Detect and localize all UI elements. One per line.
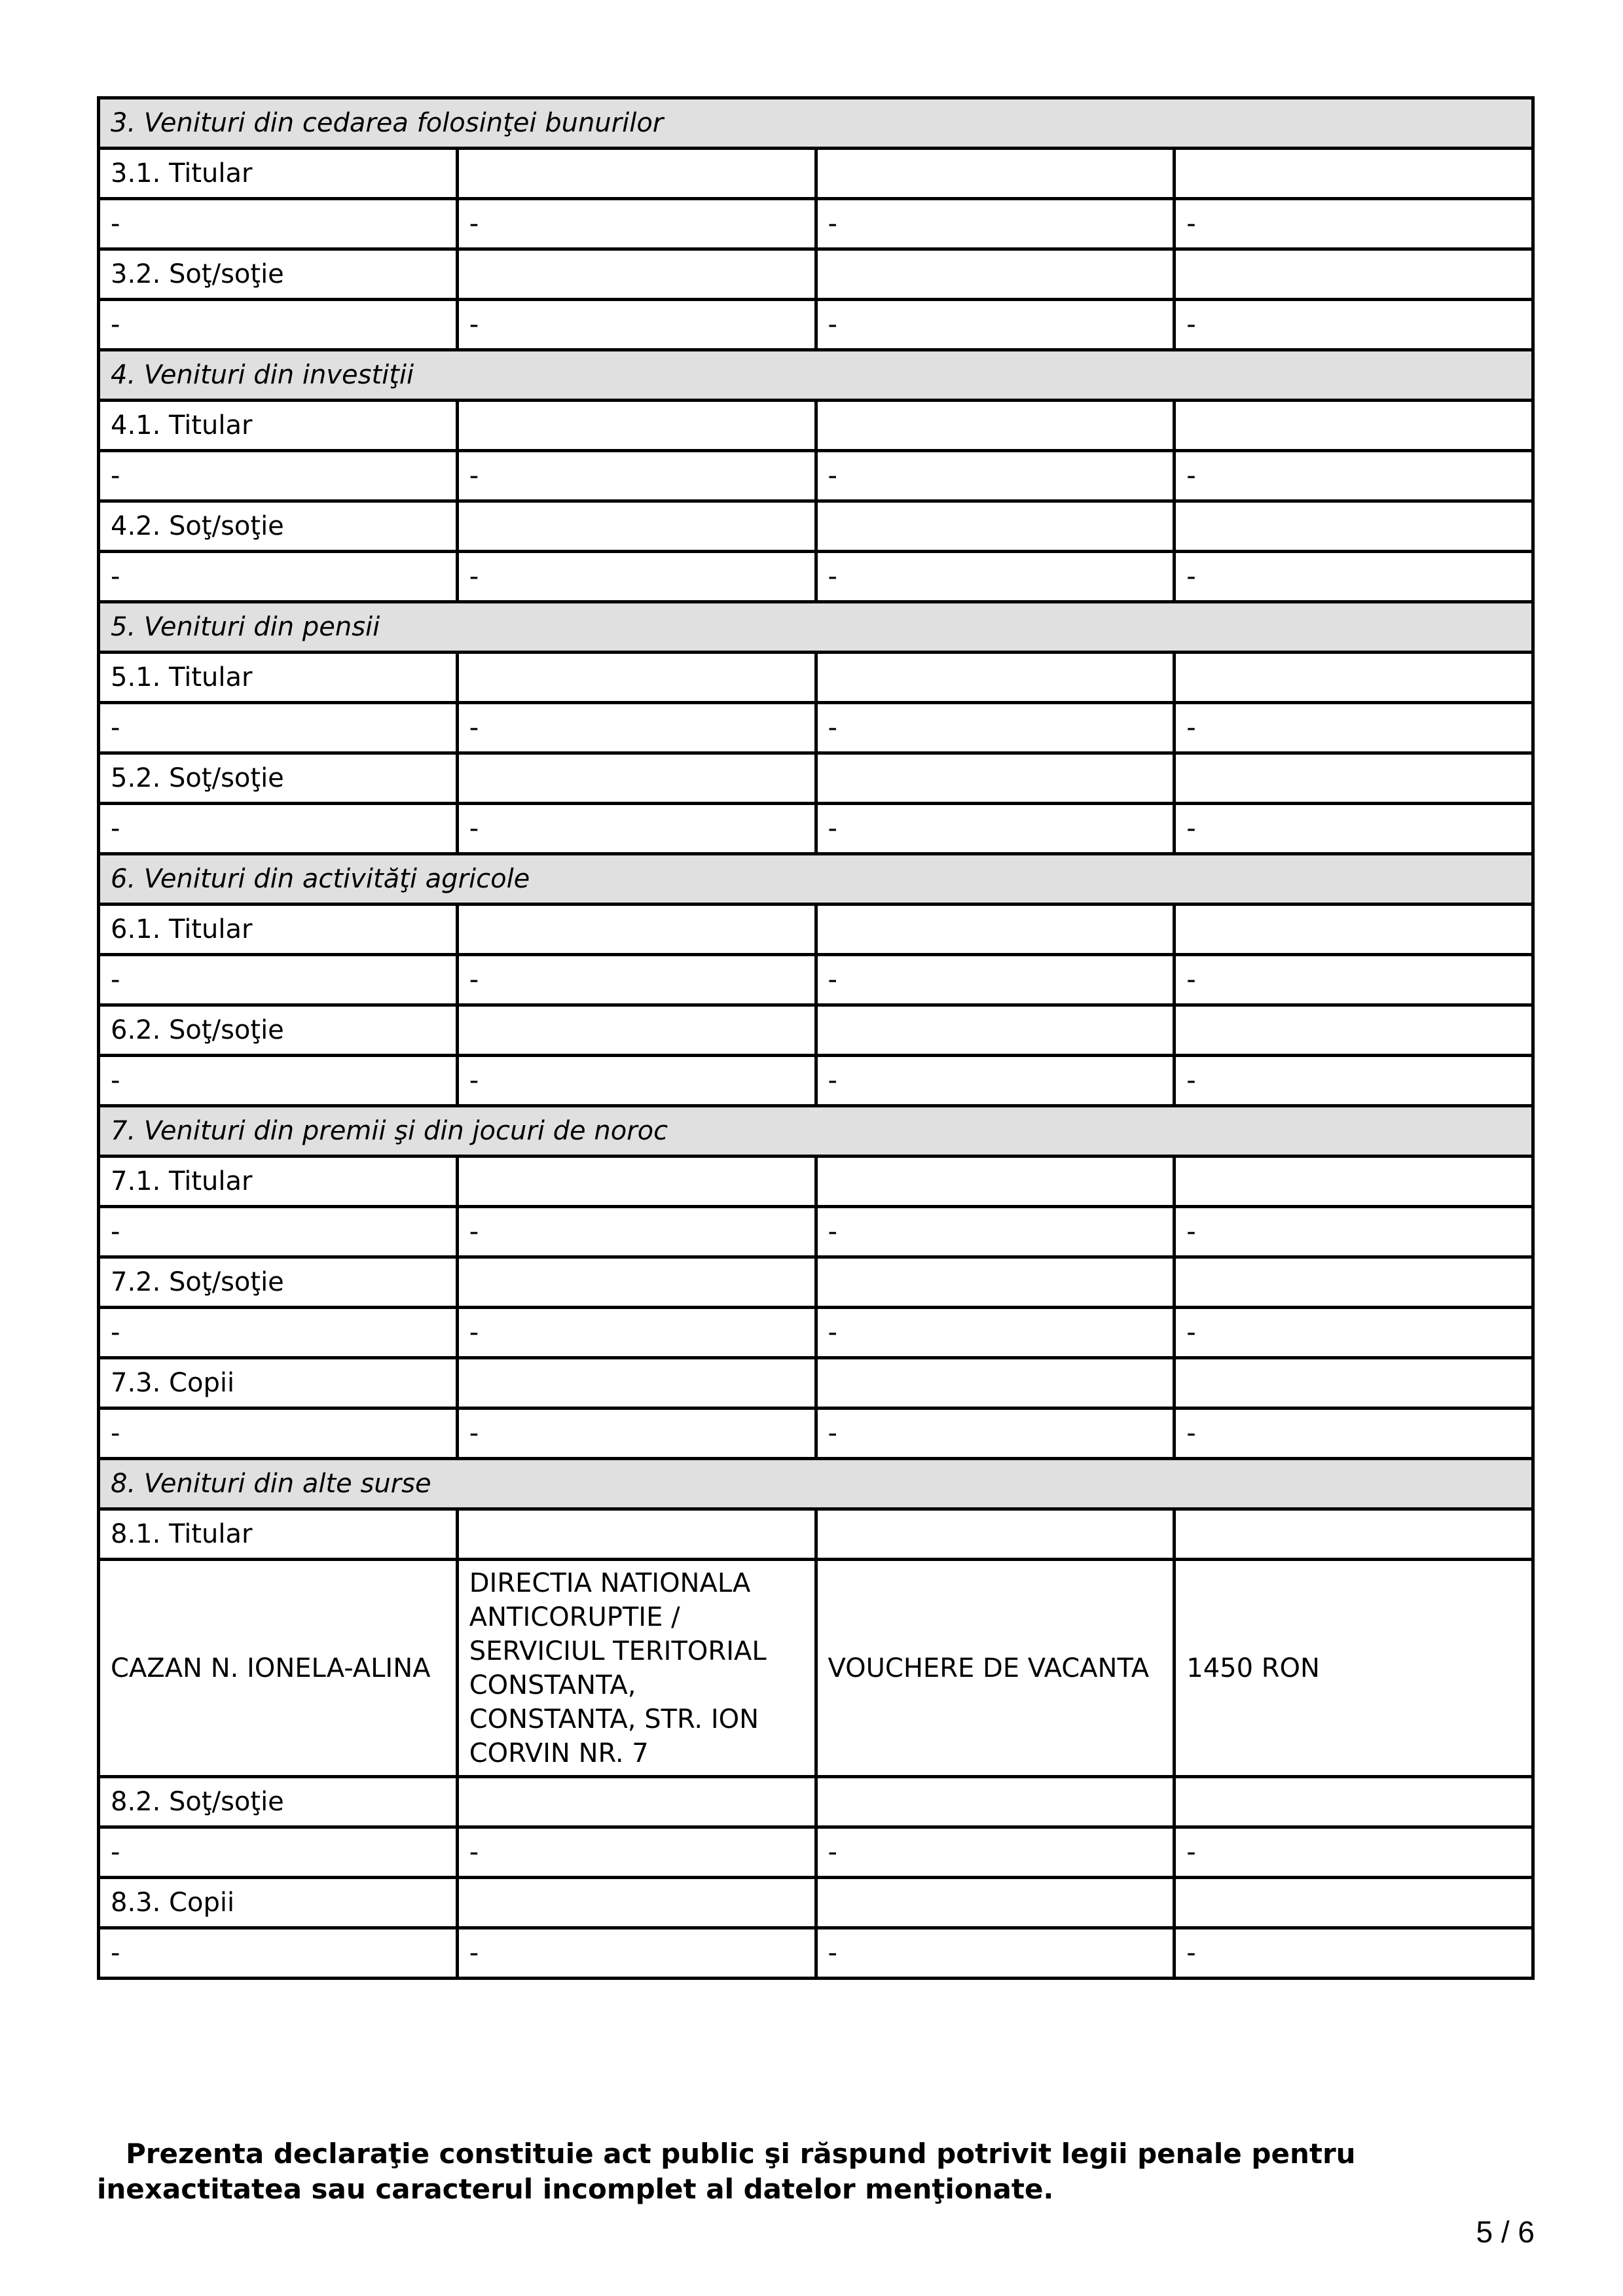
table-row xyxy=(99,1056,1533,1106)
table-row xyxy=(99,451,1533,501)
table-cell: - xyxy=(816,199,1175,249)
income-table xyxy=(97,96,1535,1980)
table-row xyxy=(99,1928,1533,1979)
table-cell xyxy=(457,1257,816,1308)
table-cell xyxy=(816,653,1175,703)
table-cell: - xyxy=(457,451,816,501)
table-cell: - xyxy=(457,955,816,1005)
table-cell: - xyxy=(457,199,816,249)
table-cell: 5.1. Titular xyxy=(99,653,458,703)
table-cell xyxy=(816,1878,1175,1928)
table-cell xyxy=(457,753,816,804)
table-cell: - xyxy=(816,1207,1175,1257)
table-cell xyxy=(457,1358,816,1408)
table-cell: - xyxy=(99,552,458,602)
table-cell xyxy=(816,1005,1175,1056)
table-cell: - xyxy=(1175,1408,1533,1459)
table-cell xyxy=(1175,1358,1533,1408)
table-row xyxy=(99,199,1533,249)
table-cell: - xyxy=(816,552,1175,602)
table-cell xyxy=(1175,149,1533,199)
table-row xyxy=(99,1408,1533,1459)
table-cell: 4.2. Soţ/soţie xyxy=(99,501,458,552)
table-cell: - xyxy=(99,1056,458,1106)
table-cell: 6.1. Titular xyxy=(99,905,458,955)
table-cell xyxy=(1175,249,1533,300)
table-cell: - xyxy=(816,1827,1175,1878)
table-cell: - xyxy=(816,1308,1175,1358)
table-cell xyxy=(457,149,816,199)
table-cell: - xyxy=(1175,552,1533,602)
table-row xyxy=(99,249,1533,300)
table-cell: - xyxy=(816,1408,1175,1459)
table-cell: - xyxy=(1175,300,1533,350)
table-row xyxy=(99,1157,1533,1207)
table-row xyxy=(99,1777,1533,1827)
table-row xyxy=(99,955,1533,1005)
table-cell: - xyxy=(99,955,458,1005)
table-cell: - xyxy=(1175,1056,1533,1106)
table-cell: - xyxy=(99,804,458,854)
section-header-row xyxy=(99,602,1533,653)
table-cell: - xyxy=(457,552,816,602)
table-cell: - xyxy=(816,703,1175,753)
table-row xyxy=(99,905,1533,955)
table-cell xyxy=(457,1777,816,1827)
table-cell: - xyxy=(457,1056,816,1106)
table-row xyxy=(99,401,1533,451)
table-cell: - xyxy=(457,1827,816,1878)
table-row xyxy=(99,753,1533,804)
table-cell xyxy=(457,1509,816,1560)
table-row xyxy=(99,1005,1533,1056)
table-cell: VOUCHERE DE VACANTA xyxy=(816,1560,1175,1777)
table-cell: - xyxy=(816,451,1175,501)
table-cell: - xyxy=(1175,199,1533,249)
table-cell: - xyxy=(816,300,1175,350)
table-row xyxy=(99,653,1533,703)
table-cell xyxy=(816,1358,1175,1408)
table-row xyxy=(99,1358,1533,1408)
table-cell xyxy=(457,1005,816,1056)
table-row xyxy=(99,1878,1533,1928)
table-row xyxy=(99,703,1533,753)
table-cell xyxy=(457,249,816,300)
table-cell: 8.3. Copii xyxy=(99,1878,458,1928)
table-cell: - xyxy=(816,804,1175,854)
table-cell: - xyxy=(99,1827,458,1878)
page-number: 5 / 6 xyxy=(1476,2215,1535,2249)
table-cell: - xyxy=(1175,804,1533,854)
section-title: 8. Venituri din alte surse xyxy=(99,1459,1533,1509)
section-title: 5. Venituri din pensii xyxy=(99,602,1533,653)
table-cell: CAZAN N. IONELA-ALINA xyxy=(99,1560,458,1777)
table-cell: - xyxy=(99,199,458,249)
table-cell xyxy=(1175,1157,1533,1207)
table-cell xyxy=(1175,1878,1533,1928)
table-cell xyxy=(457,653,816,703)
table-cell: 1450 RON xyxy=(1175,1560,1533,1777)
table-cell: - xyxy=(816,955,1175,1005)
table-cell: - xyxy=(99,451,458,501)
table-cell: 8.1. Titular xyxy=(99,1509,458,1560)
income-table-body xyxy=(99,98,1533,1979)
table-cell xyxy=(457,1157,816,1207)
table-cell xyxy=(1175,1005,1533,1056)
table-cell: - xyxy=(1175,703,1533,753)
table-cell: - xyxy=(99,703,458,753)
section-header-row xyxy=(99,98,1533,149)
table-row xyxy=(99,804,1533,854)
table-cell xyxy=(816,1157,1175,1207)
table-cell: - xyxy=(99,1408,458,1459)
table-cell xyxy=(816,401,1175,451)
table-cell: - xyxy=(1175,1308,1533,1358)
table-cell xyxy=(816,1509,1175,1560)
table-cell: - xyxy=(99,1928,458,1979)
table-row xyxy=(99,552,1533,602)
table-cell: - xyxy=(457,300,816,350)
table-cell: - xyxy=(99,1207,458,1257)
table-cell: 7.3. Copii xyxy=(99,1358,458,1408)
table-cell: - xyxy=(1175,1928,1533,1979)
table-cell: - xyxy=(1175,1827,1533,1878)
table-cell: 6.2. Soţ/soţie xyxy=(99,1005,458,1056)
table-row xyxy=(99,300,1533,350)
table-cell xyxy=(457,401,816,451)
section-header-row xyxy=(99,350,1533,401)
table-cell: - xyxy=(99,1308,458,1358)
table-cell xyxy=(1175,653,1533,703)
table-cell xyxy=(457,1878,816,1928)
table-cell: - xyxy=(1175,1207,1533,1257)
section-header-row xyxy=(99,1106,1533,1157)
table-cell xyxy=(1175,905,1533,955)
table-cell: 4.1. Titular xyxy=(99,401,458,451)
table-cell: - xyxy=(457,1928,816,1979)
table-cell: - xyxy=(816,1056,1175,1106)
table-cell xyxy=(457,501,816,552)
table-cell xyxy=(1175,753,1533,804)
table-cell: - xyxy=(457,804,816,854)
table-cell: 7.2. Soţ/soţie xyxy=(99,1257,458,1308)
section-title: 4. Venituri din investiţii xyxy=(99,350,1533,401)
table-row xyxy=(99,1207,1533,1257)
table-cell xyxy=(1175,401,1533,451)
table-cell: 7.1. Titular xyxy=(99,1157,458,1207)
table-cell: - xyxy=(99,300,458,350)
table-row xyxy=(99,1560,1533,1777)
table-cell xyxy=(816,501,1175,552)
table-cell xyxy=(816,149,1175,199)
table-cell xyxy=(457,905,816,955)
table-cell: - xyxy=(1175,955,1533,1005)
table-cell: - xyxy=(457,1408,816,1459)
table-cell xyxy=(816,905,1175,955)
table-row xyxy=(99,1509,1533,1560)
section-header-row xyxy=(99,854,1533,905)
table-row xyxy=(99,1308,1533,1358)
section-title: 6. Venituri din activităţi agricole xyxy=(99,854,1533,905)
table-cell xyxy=(1175,1509,1533,1560)
table-cell: - xyxy=(457,1207,816,1257)
table-row xyxy=(99,1257,1533,1308)
table-cell xyxy=(816,1777,1175,1827)
table-cell: - xyxy=(1175,451,1533,501)
section-title: 7. Venituri din premii şi din jocuri de noroc xyxy=(99,1106,1533,1157)
table-row xyxy=(99,1827,1533,1878)
table-cell: 3.2. Soţ/soţie xyxy=(99,249,458,300)
table-cell: 3.1. Titular xyxy=(99,149,458,199)
table-cell xyxy=(816,1257,1175,1308)
declaration-statement: Prezenta declaraţie constituie act public şi răspund potrivit legii penale pentru inexactitatea sau caracterul incomplet al datelor menţionate. xyxy=(97,2138,1356,2205)
table-cell: - xyxy=(457,703,816,753)
table-cell xyxy=(816,249,1175,300)
table-cell xyxy=(1175,1777,1533,1827)
table-cell xyxy=(1175,1257,1533,1308)
table-cell xyxy=(1175,501,1533,552)
table-cell: DIRECTIA NATIONALA ANTICORUPTIE / SERVICIUL TERITORIAL CONSTANTA, CONSTANTA, STR. ION CORVIN NR. 7 xyxy=(457,1560,816,1777)
section-title: 3. Venituri din cedarea folosinţei bunurilor xyxy=(99,98,1533,149)
table-row xyxy=(99,149,1533,199)
table-cell: 5.2. Soţ/soţie xyxy=(99,753,458,804)
table-cell xyxy=(816,753,1175,804)
table-cell: - xyxy=(816,1928,1175,1979)
section-header-row xyxy=(99,1459,1533,1509)
table-row xyxy=(99,501,1533,552)
table-cell: - xyxy=(457,1308,816,1358)
table-cell: 8.2. Soţ/soţie xyxy=(99,1777,458,1827)
